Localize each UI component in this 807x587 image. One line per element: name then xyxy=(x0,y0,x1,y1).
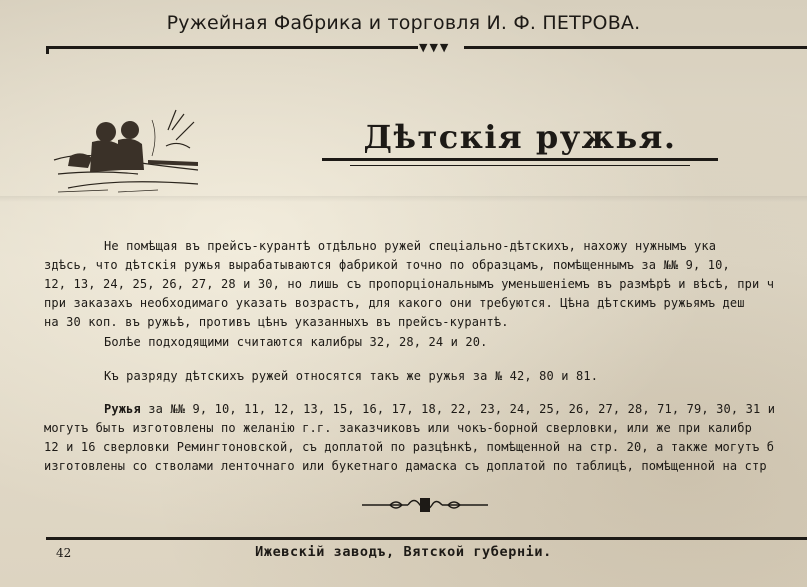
header-rule-left xyxy=(46,46,418,49)
paragraph-4 xyxy=(44,400,807,476)
page-header-title: Ружейная Фабрика и торговля И. Ф. ПЕТРОВА. xyxy=(166,12,641,34)
paragraph-line: на 30 коп. въ ружьѣ, противъ цѣнъ указанныхъ въ прейсъ-курантѣ. xyxy=(44,315,509,329)
paragraph-line: здѣсь, что дѣтскія ружья вырабатываются фабрикой точно по образцамъ, помѣщеннымъ за №№ 9, 10, xyxy=(44,258,730,272)
paragraph-1 xyxy=(44,237,807,332)
paragraph-3 xyxy=(44,367,807,386)
children-hunters-illustration xyxy=(48,100,213,200)
section-title: Дѣтскія ружья. xyxy=(363,118,677,156)
paragraph-line: за №№ 9, 10, 11, 12, 13, 15, 16, 17, 18, 22, 23, 24, 25, 26, 27, 28, 71, 79, 30, 31 и xyxy=(140,402,776,416)
end-ornament-icon xyxy=(360,494,490,516)
header-ornament-icon: ▼▼▼ xyxy=(419,41,451,54)
header-rule-right xyxy=(464,46,807,49)
paragraph-line: Не помѣщая въ прейсъ-курантѣ отдѣльно ружей спеціально-дѣтскихъ, нахожу нужнымъ ука xyxy=(104,239,717,253)
paragraph-line: могутъ быть изготовлены по желанію г.г. заказчиковъ или чокъ-борной сверловки, или же при калибр xyxy=(44,421,752,435)
paragraph-line: Болѣе подходящими считаются калибры 32, 28, 24 и 20. xyxy=(104,335,488,349)
footer-rule xyxy=(46,537,807,540)
paragraph-line: Къ разряду дѣтскихъ ружей относятся такъ же ружья за № 42, 80 и 81. xyxy=(104,369,599,383)
paragraph-line: изготовлены со стволами ленточнаго или букетнаго дамаска съ доплатой по таблицѣ, помѣщенной на стр xyxy=(44,459,767,473)
paragraph-lead-word: Ружья xyxy=(104,402,141,416)
title-underline-thin xyxy=(350,165,690,166)
footer-text: Ижевскій заводъ, Вятской губерніи. xyxy=(255,544,552,560)
paragraph-line: 12, 13, 24, 25, 26, 27, 28 и 30, но лишь съ пропорціональнымъ уменьшеніемъ въ размѣрѣ и вѣсѣ, при ч xyxy=(44,277,775,291)
paragraph-2 xyxy=(44,333,807,352)
paragraph-line: 12 и 16 сверловки Ремингтоновской, съ доплатой по разцѣнкѣ, помѣщенной на стр. 20, а также могутъ б xyxy=(44,440,775,454)
title-underline-thick xyxy=(322,158,718,161)
paragraph-line: при заказахъ необходимаго указать возрастъ, для какого они требуются. Цѣна дѣтскимъ ружьямъ деш xyxy=(44,296,745,310)
page-number: 42 xyxy=(56,546,72,560)
header-rule-left-cap xyxy=(46,46,49,54)
